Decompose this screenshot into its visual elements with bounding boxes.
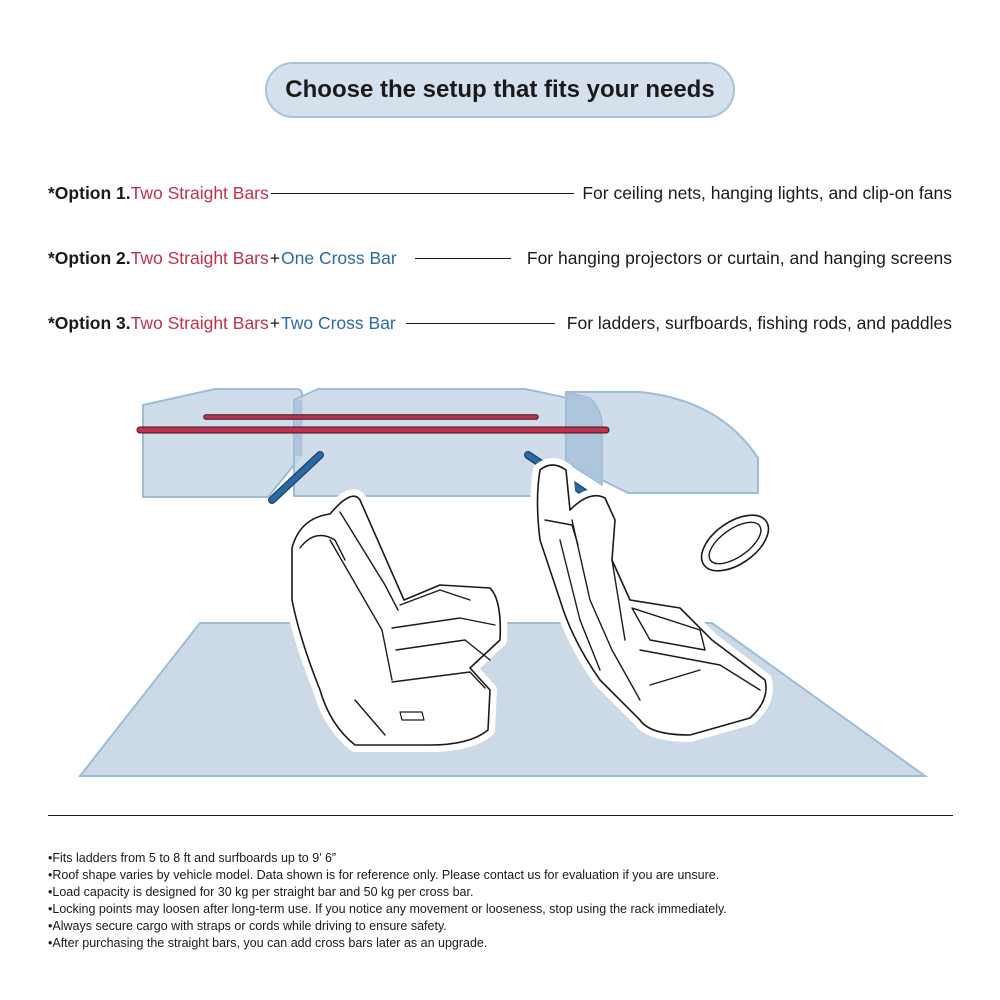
- plus-sign: +: [269, 247, 280, 268]
- vehicle-interior-illustration: [0, 370, 1000, 790]
- option-row-2: [48, 245, 952, 271]
- option-description: For ceiling nets, hanging lights, and clip-on fans: [582, 182, 952, 203]
- note-item: •Load capacity is designed for 30 kg per straight bar and 50 kg per cross bar.: [48, 885, 474, 899]
- roof-panel-rear: [143, 389, 302, 497]
- note-item: •Locking points may loosen after long-term use. If you notice any movement or looseness, stop using the rack immediately.: [48, 902, 727, 916]
- straight-bar-text: Two Straight Bars: [130, 182, 269, 203]
- note-item: •Always secure cargo with straps or cords while driving to ensure safety.: [48, 919, 447, 933]
- left-seat: [292, 496, 500, 745]
- note-item: •Fits ladders from 5 to 8 ft and surfboards up to 9’ 6”: [48, 851, 337, 865]
- option-description: For hanging projectors or curtain, and hanging screens: [526, 247, 952, 268]
- option-description: For ladders, surfboards, fishing rods, and paddles: [566, 312, 952, 333]
- leader-line: [415, 258, 511, 259]
- roof-panel-middle: [294, 389, 568, 496]
- page-title: Choose the setup that fits your needs: [265, 62, 735, 118]
- note-item: •Roof shape varies by vehicle model. Data shown is for reference only. Please contact us for evaluation if you are unsure.: [48, 868, 720, 882]
- option-label: *Option 2.: [48, 247, 131, 268]
- section-divider: [48, 815, 953, 816]
- cross-bar-text: Two Cross Bar: [281, 312, 396, 333]
- straight-bar-text: Two Straight Bars: [130, 312, 269, 333]
- option-label: *Option 3.: [48, 312, 131, 333]
- steering-wheel: [692, 504, 778, 582]
- notes-list: [48, 850, 953, 952]
- option-row-3: [48, 310, 952, 336]
- note-item: •After purchasing the straight bars, you can add cross bars later as an upgrade.: [48, 936, 488, 950]
- plus-sign: +: [269, 312, 280, 333]
- straight-bar-text: Two Straight Bars: [130, 247, 269, 268]
- leader-line: [271, 193, 575, 194]
- option-row-1: [48, 180, 952, 206]
- leader-line: [406, 323, 555, 324]
- option-label: *Option 1.: [48, 182, 131, 203]
- cross-bar-text: One Cross Bar: [281, 247, 397, 268]
